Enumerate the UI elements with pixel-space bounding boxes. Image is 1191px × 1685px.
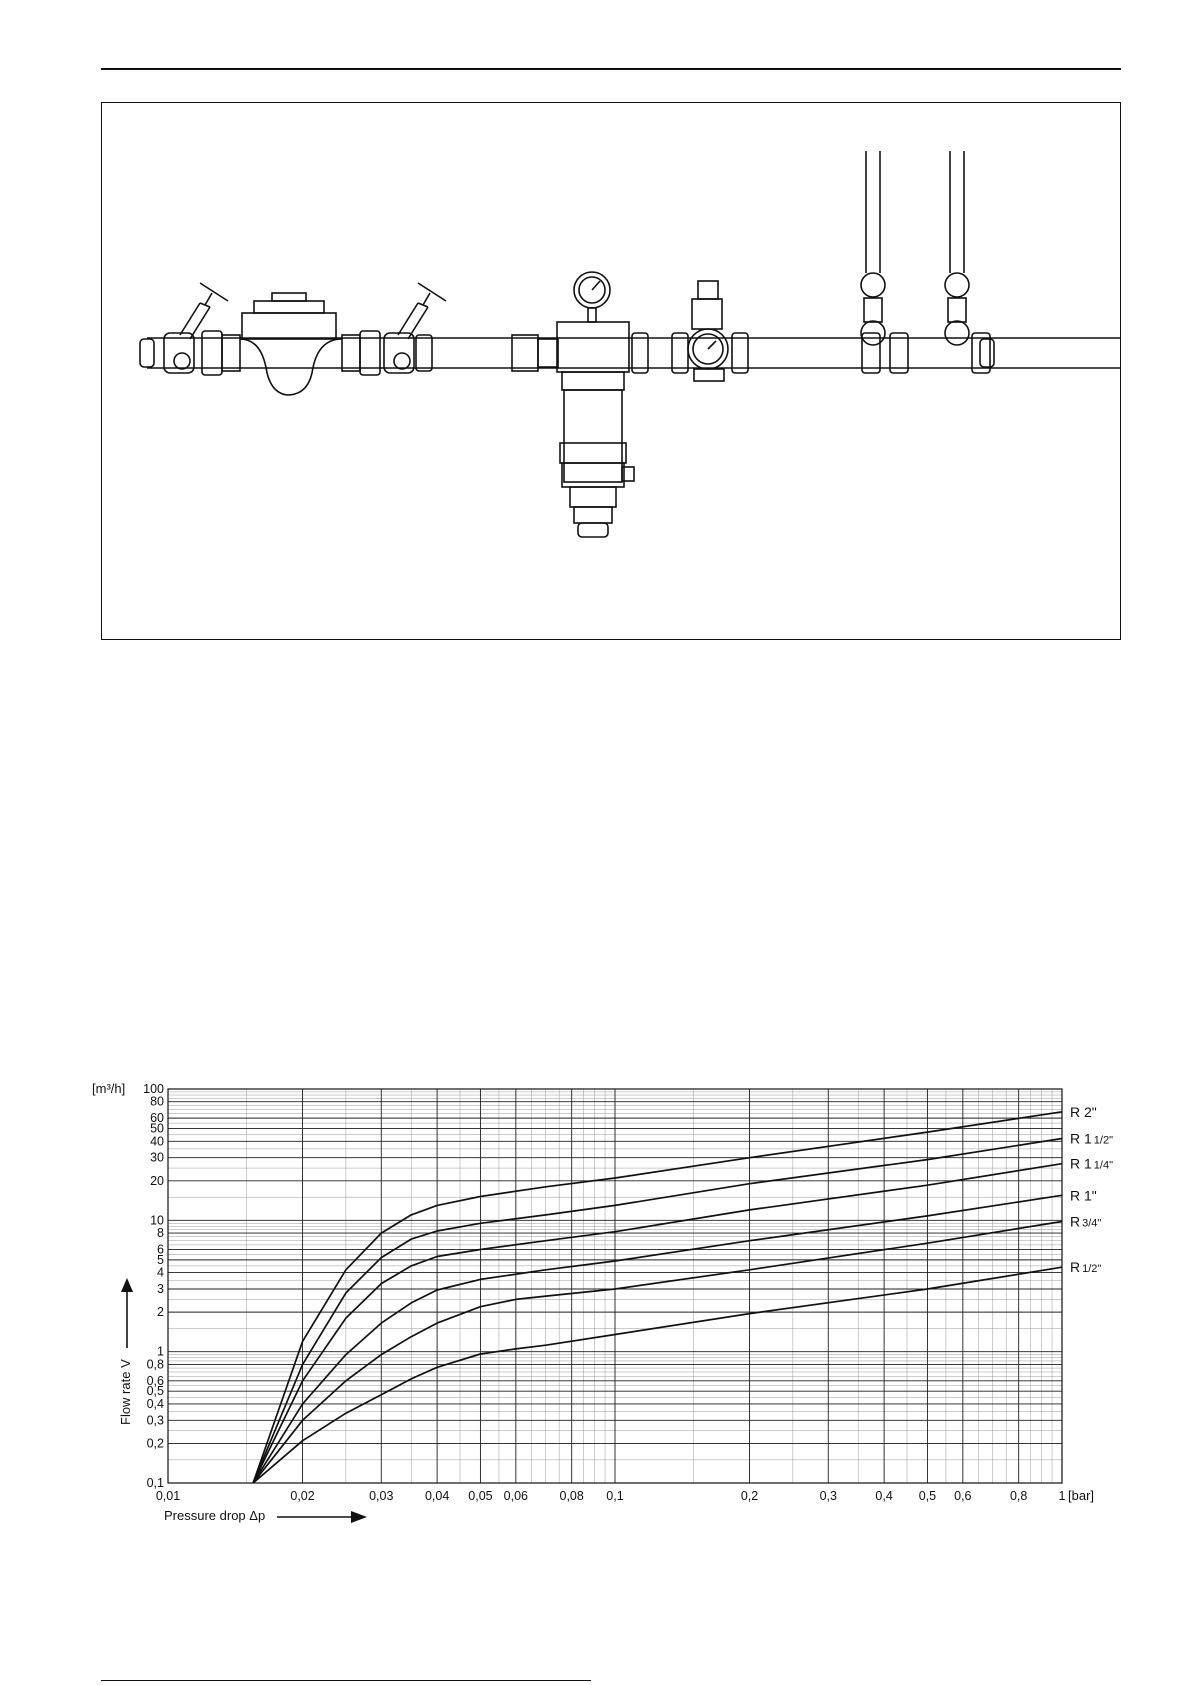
y-tick-label: 30 bbox=[150, 1150, 164, 1165]
y-tick-label: 0,8 bbox=[146, 1357, 164, 1372]
x-tick-label: 0,8 bbox=[1009, 1489, 1028, 1503]
flow-rate-chart bbox=[90, 1075, 1140, 1545]
x-tick-label: 0,06 bbox=[503, 1489, 529, 1503]
series-label: R 1" bbox=[1070, 1187, 1097, 1204]
x-axis-title: Pressure drop Δp bbox=[164, 1508, 367, 1523]
y-tick-label: 4 bbox=[157, 1265, 164, 1280]
x-tick-label: 0,6 bbox=[954, 1489, 972, 1503]
x-unit-label: [bar] bbox=[1068, 1488, 1095, 1503]
series-label: R 1/2" bbox=[1070, 1259, 1102, 1276]
stop-valve-left bbox=[164, 283, 228, 373]
series-label: R 2" bbox=[1070, 1103, 1097, 1120]
pressure-reducer bbox=[672, 281, 748, 381]
series-line bbox=[253, 1195, 1062, 1483]
y-tick-label: 50 bbox=[150, 1121, 164, 1136]
x-tick-label: 0,03 bbox=[369, 1489, 394, 1503]
y-tick-label: 0,4 bbox=[146, 1396, 164, 1411]
y-tick-label: 0,1 bbox=[146, 1476, 164, 1490]
y-tick-label: 0,5 bbox=[146, 1384, 164, 1399]
x-tick-label: 0,2 bbox=[740, 1489, 759, 1503]
y-unit-label: [m³/h] bbox=[92, 1081, 126, 1096]
footer-rule bbox=[101, 1680, 591, 1681]
x-tick-label: 0,01 bbox=[155, 1489, 181, 1503]
y-tick-label: 80 bbox=[150, 1094, 164, 1109]
x-tick-label: 0,02 bbox=[290, 1489, 315, 1503]
x-tick-label: 1 bbox=[1058, 1489, 1066, 1503]
series-label: R 1 1/4" bbox=[1070, 1155, 1113, 1172]
x-arrow-icon bbox=[277, 1511, 367, 1523]
y-tick-label: 100 bbox=[143, 1082, 164, 1096]
backwash-filter bbox=[557, 272, 634, 537]
chart-canvas bbox=[90, 1075, 1140, 1545]
y-tick-label: 0,6 bbox=[146, 1373, 164, 1388]
y-tick-label: 60 bbox=[150, 1111, 164, 1126]
branch-valve-1 bbox=[861, 151, 908, 373]
header-rule bbox=[101, 68, 1121, 70]
series-line bbox=[253, 1112, 1062, 1483]
y-tick-label: 2 bbox=[157, 1305, 164, 1320]
y-tick-label: 6 bbox=[157, 1242, 164, 1257]
y-axis-title: Flow rate V bbox=[118, 1278, 133, 1425]
y-tick-label: 20 bbox=[150, 1173, 164, 1188]
installation-drawing bbox=[102, 103, 1120, 639]
main-pipe bbox=[147, 338, 1120, 368]
x-tick-label: 0,1 bbox=[606, 1489, 624, 1503]
x-tick-label: 0,05 bbox=[468, 1489, 493, 1503]
series-label: R 1 1/2" bbox=[1070, 1130, 1113, 1147]
x-tick-label: 0,3 bbox=[819, 1489, 837, 1503]
x-tick-label: 0,4 bbox=[875, 1489, 893, 1503]
y-tick-label: 40 bbox=[150, 1134, 164, 1149]
series-line bbox=[253, 1139, 1062, 1484]
y-tick-label: 1 bbox=[157, 1344, 164, 1359]
x-tick-label: 0,04 bbox=[424, 1489, 450, 1503]
y-tick-label: 3 bbox=[157, 1282, 164, 1297]
x-tick-label: 0,08 bbox=[559, 1489, 584, 1503]
y-arrow-icon bbox=[121, 1278, 133, 1348]
y-tick-label: 8 bbox=[157, 1226, 164, 1241]
y-tick-label: 10 bbox=[150, 1213, 164, 1228]
x-tick-label: 0,5 bbox=[918, 1489, 937, 1503]
y-tick-label: 0,3 bbox=[146, 1413, 164, 1428]
y-tick-label: 5 bbox=[157, 1252, 164, 1267]
series-label: R 3/4" bbox=[1070, 1213, 1102, 1230]
stop-valve-right bbox=[384, 283, 446, 373]
installation-diagram bbox=[101, 102, 1121, 640]
series-line bbox=[253, 1164, 1062, 1483]
y-tick-label: 0,2 bbox=[146, 1436, 164, 1451]
water-meter bbox=[202, 293, 380, 395]
